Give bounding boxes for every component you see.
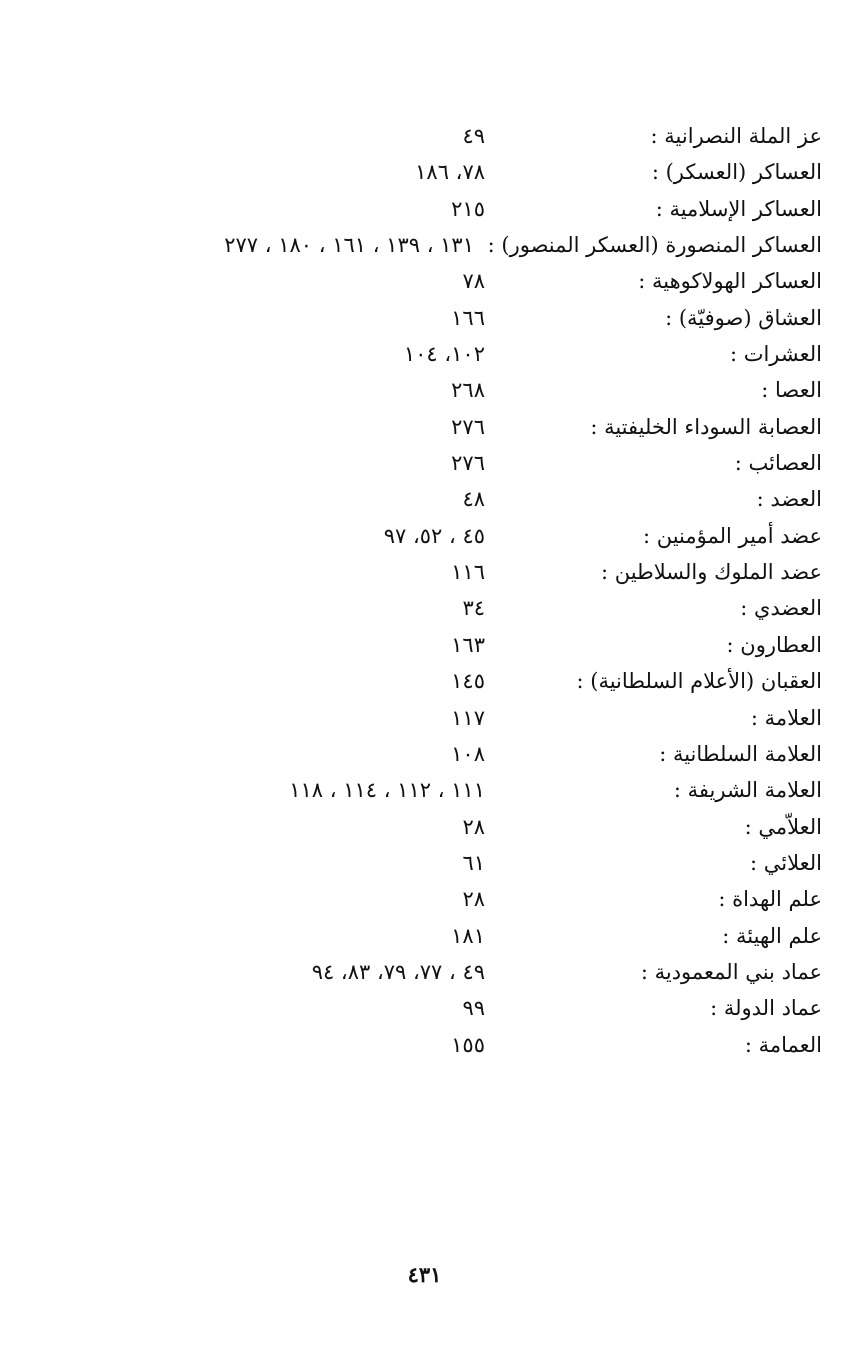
- entry-pages: ٢٧٦: [451, 451, 485, 476]
- entry-pages: ١١٦: [451, 560, 485, 585]
- entry-pages: ١١١ ، ١١٢ ، ١١٤ ، ١١٨: [289, 778, 485, 803]
- entry-term: العشاق (صوفيّة) :: [665, 305, 822, 330]
- entry-pages: ٢١٥: [451, 196, 485, 221]
- entry-pages: ٢٨: [462, 814, 485, 839]
- index-entry: [150, 954, 830, 990]
- entry-pages: ٧٨: [462, 269, 485, 294]
- entry-pages: ١١٧: [451, 705, 485, 730]
- entry-term: العلائي :: [750, 850, 822, 875]
- entry-term: عز الملة النصرانية :: [650, 124, 822, 148]
- entry-pages: ٢٧٦: [451, 414, 485, 439]
- index-entry: [150, 372, 830, 408]
- entry-pages: ١٦٣: [451, 632, 485, 657]
- index-entry: [150, 1027, 830, 1063]
- index-entry: [150, 845, 830, 881]
- entry-term: علم الهداة :: [718, 887, 822, 912]
- index-entry: [150, 518, 830, 554]
- entry-term: العساكر (العسكر) :: [651, 160, 822, 185]
- index-entry: [150, 809, 830, 845]
- index-entry: [150, 554, 830, 590]
- entry-pages: ٤٥ ، ٥٢، ٩٧: [383, 523, 485, 548]
- index-entry: [150, 336, 830, 372]
- entry-term: العضد :: [756, 487, 822, 512]
- entry-pages: ٣٤: [462, 596, 485, 621]
- entry-term: علم الهيئة :: [722, 923, 822, 948]
- entry-term: العلامة :: [750, 705, 822, 730]
- entry-term: العلاّمي :: [744, 814, 822, 839]
- entry-term: العساكر الإسلامية :: [655, 196, 822, 221]
- entry-pages: ١٦٦: [451, 305, 485, 330]
- entry-term: العساكر المنصورة (العسكر المنصور) :: [487, 233, 822, 258]
- index-entry: [150, 118, 830, 154]
- index-entry: [150, 590, 830, 626]
- entry-pages: ٢٦٨: [451, 378, 485, 403]
- entry-term: العضدي :: [740, 596, 822, 621]
- entry-pages: ١٥٥: [451, 1032, 485, 1057]
- index-list: [150, 118, 830, 1063]
- index-entry: [150, 881, 830, 917]
- index-entry: [150, 700, 830, 736]
- index-entry: [150, 191, 830, 227]
- entry-term: عماد الدولة :: [710, 996, 822, 1021]
- index-entry: [150, 736, 830, 772]
- entry-term: العصائب :: [734, 451, 822, 476]
- entry-term: العقبان (الأعلام السلطانية) :: [576, 669, 822, 694]
- index-entry: [150, 990, 830, 1026]
- index-entry: [150, 481, 830, 517]
- entry-term: العطارون :: [726, 632, 822, 657]
- entry-pages: ١٣١ ، ١٣٩ ، ١٦١ ، ١٨٠ ، ٢٧٧: [224, 233, 474, 258]
- index-entry: [150, 918, 830, 954]
- index-entry: [150, 627, 830, 663]
- entry-term: العلامة السلطانية :: [659, 741, 822, 766]
- index-entry: [150, 227, 830, 263]
- index-entry: [150, 445, 830, 481]
- entry-term: العصا :: [761, 378, 822, 403]
- entry-pages: ١٨١: [451, 923, 485, 948]
- entry-term: عضد أمير المؤمنين :: [642, 523, 822, 548]
- entry-pages: ١٤٥: [451, 669, 485, 694]
- entry-term: العشرات :: [729, 342, 822, 367]
- entry-pages: ٤٨: [462, 487, 485, 512]
- entry-pages: ٩٩: [462, 996, 485, 1021]
- entry-pages: ٤٩: [462, 124, 485, 148]
- entry-term: العساكر الهولاكوهية :: [638, 269, 822, 294]
- entry-pages: ٦١: [462, 850, 485, 875]
- entry-pages: ١٠٨: [451, 741, 485, 766]
- index-entry: [150, 772, 830, 808]
- entry-term: عماد بني المعمودية :: [640, 959, 822, 984]
- entry-pages: ٤٩ ، ٧٧، ٧٩، ٨٣، ٩٤: [311, 959, 485, 984]
- entry-term: العمامة :: [744, 1032, 822, 1057]
- index-entry: [150, 409, 830, 445]
- entry-pages: ٧٨، ١٨٦: [415, 160, 485, 185]
- index-entry: [150, 263, 830, 299]
- index-entry: [150, 154, 830, 190]
- entry-term: العلامة الشريفة :: [673, 778, 822, 803]
- page-number: ٤٣١: [407, 1262, 442, 1287]
- index-entry: [150, 300, 830, 336]
- index-entry: [150, 663, 830, 699]
- entry-term: عضد الملوك والسلاطين :: [600, 560, 822, 585]
- entry-pages: ٢٨: [462, 887, 485, 912]
- entry-term: العصابة السوداء الخليفتية :: [590, 414, 822, 439]
- entry-pages: ١٠٢، ١٠٤: [403, 342, 485, 367]
